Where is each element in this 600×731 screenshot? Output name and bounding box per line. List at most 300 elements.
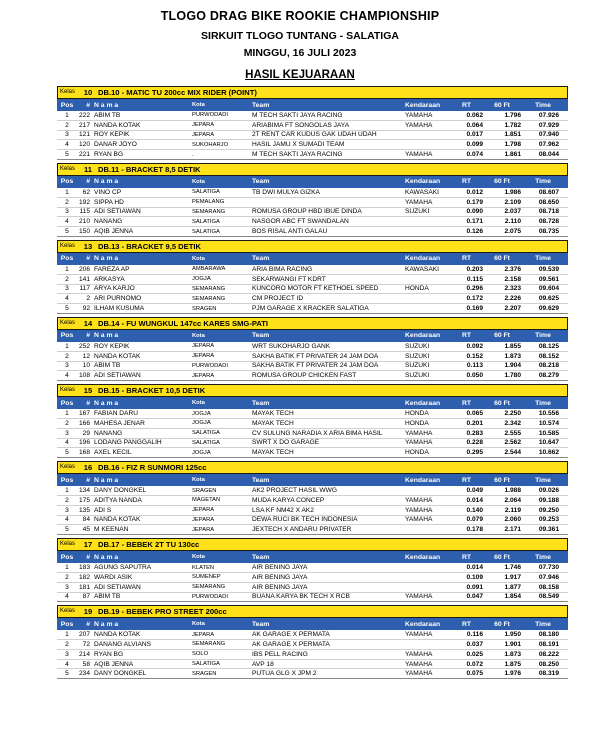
finish-time-cell: 08.650 xyxy=(538,198,559,206)
rider-name-cell: LODANG PANGGALIH xyxy=(94,439,162,447)
finish-time-cell: 10.556 xyxy=(538,410,559,418)
team-cell: ROMUSA GROUP CHICKEN FAST xyxy=(252,372,357,380)
city-cell: PURWODADI xyxy=(192,112,228,119)
sixty-ft-cell: 1.798 xyxy=(504,141,521,149)
city-cell: SEMARANG xyxy=(192,208,226,215)
reaction-time-cell: 0.037 xyxy=(466,640,483,648)
result-row xyxy=(57,371,568,381)
finish-time-cell: 09.361 xyxy=(538,526,559,534)
sixty-ft-cell: 1.782 xyxy=(504,121,521,129)
column-header-team: Team xyxy=(252,620,270,628)
column-header-reaction-time: RT xyxy=(461,553,472,561)
city-cell: JEPARA xyxy=(192,516,215,523)
start-number-cell: 135 xyxy=(78,506,90,514)
start-number-cell: 29 xyxy=(82,429,90,437)
reaction-time-cell: 0.074 xyxy=(466,151,483,159)
team-cell: MUDA KARYA CONCEP xyxy=(252,496,325,504)
class-label: Kelas xyxy=(60,89,76,95)
sixty-ft-cell: 1.746 xyxy=(504,564,521,571)
rider-name-cell: M KEENAN xyxy=(94,526,129,534)
start-number-cell: 206 xyxy=(78,265,90,273)
class-label: Kelas xyxy=(60,387,76,394)
team-cell: BUANA KARYA BK TECH X RCB xyxy=(252,593,350,601)
column-header-city: Kota xyxy=(192,477,205,484)
start-number-cell: 45 xyxy=(82,526,90,534)
finish-time-cell: 08.735 xyxy=(538,228,559,236)
result-row xyxy=(57,111,568,121)
city-cell: JEPARA xyxy=(192,343,215,350)
reaction-time-cell: 0.171 xyxy=(466,218,483,226)
sixty-ft-cell: 2.158 xyxy=(504,275,521,283)
start-number-cell: 166 xyxy=(78,419,90,427)
finish-time-cell: 07.946 xyxy=(538,573,559,581)
column-header-vehicle: Kendaraan xyxy=(405,553,441,561)
start-number-cell: 252 xyxy=(78,342,90,350)
column-header-reaction-time: RT xyxy=(461,620,472,628)
pos-cell: 4 xyxy=(65,593,69,601)
result-row xyxy=(57,593,568,603)
class-number: 17 xyxy=(83,540,93,550)
team-cell: AVP 18 xyxy=(252,660,274,668)
class-label: Kelas xyxy=(60,464,76,471)
reaction-time-cell: 0.090 xyxy=(466,208,483,216)
class-number: 19 xyxy=(83,607,93,617)
result-row xyxy=(57,516,568,526)
column-header-rider-name: N a m a xyxy=(94,178,119,186)
team-cell: PUTUA GLG X JPM 2 xyxy=(252,670,317,678)
rider-name-cell: ROY KEPIK xyxy=(94,131,130,139)
sixty-ft-cell: 2.342 xyxy=(504,419,521,427)
team-cell: SEKARWANGI FT KDRT xyxy=(252,275,326,283)
class-number: 15 xyxy=(83,386,93,396)
result-row xyxy=(57,188,568,198)
class-title-bar xyxy=(57,384,568,397)
city-cell: SRAGEN xyxy=(192,305,217,312)
column-header-row xyxy=(57,397,568,409)
results-heading: HASIL KEJUARAAN xyxy=(245,69,355,81)
team-cell: DEWA RUCI BK TECH INDONESIA xyxy=(252,516,358,524)
sixty-ft-cell: 1.904 xyxy=(504,362,521,370)
start-number-cell: 183 xyxy=(78,564,90,571)
rider-name-cell: AQIB JENNA xyxy=(94,228,134,236)
vehicle-cell: HONDA xyxy=(405,419,429,427)
sixty-ft-cell: 2.226 xyxy=(504,295,521,303)
pos-cell: 3 xyxy=(65,362,69,370)
finish-time-cell: 08.125 xyxy=(538,342,559,350)
team-cell: SWRT X DO GARAGE xyxy=(252,439,320,447)
class-name: DB.14 - FU WUNGKUL 147cc KARES SMG-PATI xyxy=(98,318,269,328)
result-row xyxy=(57,563,568,573)
team-cell: AK GARAGE X PERMATA xyxy=(252,631,330,639)
column-header-row xyxy=(57,99,568,111)
document-title: TLOGO DRAG BIKE ROOKIE CHAMPIONSHIP xyxy=(160,9,440,23)
sixty-ft-cell: 1.877 xyxy=(504,583,521,591)
column-header-start-number: # xyxy=(86,101,90,109)
column-header-row xyxy=(57,253,568,265)
rider-name-cell: ADI SETIAWAN xyxy=(94,372,141,380)
column-header-pos: Pos xyxy=(60,332,74,340)
vehicle-cell: SUZUKI xyxy=(405,362,430,370)
city-cell: JEPARA xyxy=(192,507,215,514)
team-cell: NASGOR ABC FT SWANDALAN xyxy=(252,218,349,226)
finish-time-cell: 09.629 xyxy=(538,305,559,313)
column-header-sixty-ft: 60 Ft xyxy=(494,399,510,407)
result-row xyxy=(57,525,568,535)
result-row xyxy=(57,285,568,295)
rider-name-cell: AGUNG SAPUTRA xyxy=(94,564,152,571)
pos-cell: 3 xyxy=(65,650,69,658)
reaction-time-cell: 0.050 xyxy=(466,372,483,380)
team-cell: CM PROJECT ID xyxy=(252,295,304,303)
result-row xyxy=(57,496,568,506)
start-number-cell: 134 xyxy=(78,487,90,495)
column-header-city: Kota xyxy=(192,400,205,407)
vehicle-cell: YAMAHA xyxy=(405,650,433,658)
reaction-time-cell: 0.064 xyxy=(466,121,483,129)
pos-cell: 2 xyxy=(65,496,69,504)
vehicle-cell: YAMAHA xyxy=(405,111,433,119)
finish-time-cell: 07.926 xyxy=(538,111,559,119)
rider-name-cell: NANDA KOTAK xyxy=(94,121,141,129)
column-header-team: Team xyxy=(252,399,270,407)
finish-time-cell: 08.250 xyxy=(538,660,559,668)
sixty-ft-cell: 1.901 xyxy=(504,640,521,648)
sixty-ft-cell: 1.873 xyxy=(504,650,521,658)
rider-name-cell: ABIM TB xyxy=(94,593,121,601)
start-number-cell: 62 xyxy=(82,188,90,196)
pos-cell: 1 xyxy=(65,111,69,119)
class-label: Kelas xyxy=(60,242,76,249)
start-number-cell: 167 xyxy=(78,410,90,418)
city-cell: SEMARANG xyxy=(192,285,226,292)
sixty-ft-cell: 2.323 xyxy=(504,285,521,293)
sixty-ft-cell: 1.861 xyxy=(504,151,521,159)
pos-cell: 3 xyxy=(65,285,69,293)
vehicle-cell: YAMAHA xyxy=(405,516,433,524)
team-cell: CV SULUNG NARADIA X ARIA BIMA HASIL xyxy=(252,429,383,437)
team-cell: KUNCORO MOTOR FT KETHOEL SPEED xyxy=(252,285,379,293)
class-name: DB.15 - BRACKET 10,5 DETIK xyxy=(98,386,206,396)
vehicle-cell: SUZUKI xyxy=(405,352,430,360)
date-line: MINGGU, 16 JULI 2023 xyxy=(243,47,357,59)
sixty-ft-cell: 2.376 xyxy=(504,265,521,273)
column-header-start-number: # xyxy=(86,476,90,484)
city-cell: JEPARA xyxy=(192,353,215,360)
rider-name-cell: ADI SETIAWAN xyxy=(94,583,141,591)
column-header-city: Kota xyxy=(192,621,205,628)
reaction-time-cell: 0.179 xyxy=(466,198,483,206)
result-row xyxy=(57,198,568,208)
pos-cell: 2 xyxy=(65,275,69,283)
column-header-finish-time: Time xyxy=(535,101,551,109)
vehicle-cell: YAMAHA xyxy=(405,121,433,129)
start-number-cell: 120 xyxy=(78,141,90,149)
reaction-time-cell: 0.065 xyxy=(466,410,483,418)
sixty-ft-cell: 1.854 xyxy=(504,593,521,601)
vehicle-cell: YAMAHA xyxy=(405,631,433,639)
vehicle-cell: YAMAHA xyxy=(405,506,433,514)
rider-name-cell: FABIAN DARU xyxy=(94,410,138,418)
team-cell: M TECH SAKTI JAYA RACING xyxy=(252,111,343,119)
pos-cell: 3 xyxy=(65,506,69,514)
reaction-time-cell: 0.203 xyxy=(466,265,483,273)
team-cell: MAYAK TECH xyxy=(252,419,294,427)
finish-time-cell: 09.539 xyxy=(538,265,559,273)
finish-time-cell: 08.152 xyxy=(538,352,559,360)
class-name: DB.19 - BEBEK PRO STREET 200cc xyxy=(98,607,227,617)
column-header-pos: Pos xyxy=(60,399,74,407)
pos-cell: 2 xyxy=(65,121,69,129)
sixty-ft-cell: 1.988 xyxy=(504,487,521,495)
pos-cell: 2 xyxy=(65,573,69,581)
city-cell: SALATIGA xyxy=(192,430,220,437)
sixty-ft-cell: 2.037 xyxy=(504,208,521,216)
reaction-time-cell: 0.079 xyxy=(466,516,483,524)
start-number-cell: 115 xyxy=(79,208,90,216)
pos-cell: 3 xyxy=(65,208,69,216)
city-cell: SEMARANG xyxy=(192,295,226,302)
pos-cell: 1 xyxy=(65,342,69,350)
column-header-reaction-time: RT xyxy=(461,178,472,186)
column-header-reaction-time: RT xyxy=(461,332,472,340)
rider-name-cell: ROY KEPIK xyxy=(94,342,130,350)
sixty-ft-cell: 2.110 xyxy=(504,218,521,226)
finish-time-cell: 08.191 xyxy=(538,640,559,648)
results-sections xyxy=(57,86,568,682)
reaction-time-cell: 0.113 xyxy=(466,362,483,370)
class-title-bar xyxy=(57,538,568,551)
sixty-ft-cell: 2.555 xyxy=(504,429,521,437)
pos-cell: 5 xyxy=(65,228,69,236)
result-row xyxy=(57,448,568,458)
start-number-cell: 92 xyxy=(82,305,90,313)
class-number: 14 xyxy=(83,318,93,328)
column-header-reaction-time: RT xyxy=(461,101,472,109)
start-number-cell: 181 xyxy=(78,583,90,591)
reaction-time-cell: 0.049 xyxy=(466,487,483,495)
column-header-row xyxy=(57,176,568,188)
class-number: 16 xyxy=(83,463,93,473)
reaction-time-cell: 0.062 xyxy=(466,111,483,119)
column-header-finish-time: Time xyxy=(535,399,551,407)
city-cell: JOGJA xyxy=(192,420,211,427)
result-row xyxy=(57,630,568,640)
sixty-ft-cell: 1.780 xyxy=(504,372,521,380)
column-header-rider-name: N a m a xyxy=(94,399,119,407)
start-number-cell: 175 xyxy=(78,496,90,504)
team-cell: AK GARAGE X PERMATA xyxy=(252,640,330,648)
reaction-time-cell: 0.025 xyxy=(466,650,483,658)
rider-name-cell: ARYA KARJO xyxy=(94,285,135,293)
result-row xyxy=(57,208,568,218)
result-row xyxy=(57,140,568,150)
class-name: DB.16 - FIZ R SUNMORI 125cc xyxy=(98,463,207,473)
class-section xyxy=(57,461,568,535)
finish-time-cell: 08.044 xyxy=(538,151,559,159)
class-title-bar xyxy=(57,461,568,474)
pos-cell: 2 xyxy=(65,640,69,648)
vehicle-cell: YAMAHA xyxy=(405,151,433,159)
team-cell: AIR BENING JAYA xyxy=(252,564,308,571)
city-cell: SALATIGA xyxy=(192,661,220,668)
reaction-time-cell: 0.172 xyxy=(466,295,483,303)
vehicle-cell: SUZUKI xyxy=(405,208,430,216)
team-cell: BOS RISAL ANTI GALAU xyxy=(252,228,328,236)
sixty-ft-cell: 2.207 xyxy=(504,305,521,313)
city-cell: SEMARANG xyxy=(192,584,226,591)
sixty-ft-cell: 1.855 xyxy=(504,342,521,350)
class-section xyxy=(57,317,568,381)
column-header-rider-name: N a m a xyxy=(94,101,119,109)
team-cell: MAYAK TECH xyxy=(252,449,294,457)
sixty-ft-cell: 2.250 xyxy=(504,410,521,418)
city-cell: SEMARANG xyxy=(192,641,226,648)
reaction-time-cell: 0.140 xyxy=(466,506,483,514)
rider-name-cell: ABIM TB xyxy=(94,111,121,119)
reaction-time-cell: 0.091 xyxy=(466,583,483,591)
team-cell: JEXTECH X ANDARU PRIVATER xyxy=(252,526,352,534)
column-header-city: Kota xyxy=(192,332,205,339)
finish-time-cell: 08.549 xyxy=(538,593,559,601)
column-header-row xyxy=(57,551,568,563)
rider-name-cell: NANANG xyxy=(94,429,123,437)
rider-name-cell: FAREZA AP xyxy=(94,265,130,273)
city-cell: SALATIGA xyxy=(192,228,220,235)
city-cell: JEPARA xyxy=(192,131,215,138)
team-cell: TB DWI MULYA GIZKA xyxy=(252,188,320,196)
column-header-vehicle: Kendaraan xyxy=(405,101,441,109)
start-number-cell: 117 xyxy=(79,285,90,293)
column-header-finish-time: Time xyxy=(535,553,551,561)
sixty-ft-cell: 1.851 xyxy=(504,131,521,139)
finish-time-cell: 09.604 xyxy=(538,285,559,293)
finish-time-cell: 08.728 xyxy=(538,218,559,226)
start-number-cell: 84 xyxy=(82,516,90,524)
start-number-cell: 168 xyxy=(78,449,90,457)
start-number-cell: 196 xyxy=(78,439,90,447)
team-cell: IBS PELL RACING xyxy=(252,650,308,658)
reaction-time-cell: 0.296 xyxy=(466,285,483,293)
rider-name-cell: DANANG ALVIANS xyxy=(94,640,152,648)
result-row xyxy=(57,439,568,449)
reaction-time-cell: 0.047 xyxy=(466,593,483,601)
vehicle-cell: KAWASAKI xyxy=(405,265,439,273)
pos-cell: 5 xyxy=(65,449,69,457)
sixty-ft-cell: 2.544 xyxy=(504,449,521,457)
city-cell: MAGETAN xyxy=(192,497,221,504)
result-row xyxy=(57,294,568,304)
sixty-ft-cell: 2.064 xyxy=(504,496,521,504)
class-section xyxy=(57,384,568,458)
result-row xyxy=(57,217,568,227)
reaction-time-cell: 0.295 xyxy=(466,449,483,457)
pos-cell: 4 xyxy=(65,516,69,524)
start-number-cell: 2 xyxy=(86,295,90,303)
column-header-pos: Pos xyxy=(60,101,74,109)
rider-name-cell: ARI PURNOMO xyxy=(94,295,142,303)
column-header-city: Kota xyxy=(192,554,205,561)
city-cell: SALATIGA xyxy=(192,439,220,446)
reaction-time-cell: 0.283 xyxy=(466,429,483,437)
result-row xyxy=(57,640,568,650)
rider-name-cell: SIPPA HD xyxy=(94,198,124,206)
pos-cell: 5 xyxy=(65,670,69,678)
start-number-cell: 12 xyxy=(82,352,90,360)
start-number-cell: 72 xyxy=(82,640,90,648)
start-number-cell: 192 xyxy=(78,198,90,206)
city-cell: . xyxy=(192,151,194,158)
pos-cell: 1 xyxy=(65,188,69,196)
finish-time-cell: 07.929 xyxy=(538,121,559,129)
pos-cell: 1 xyxy=(65,564,69,571)
rider-name-cell: DANY DONGKEL xyxy=(94,670,147,678)
column-header-vehicle: Kendaraan xyxy=(405,620,441,628)
column-header-pos: Pos xyxy=(60,620,74,628)
city-cell: SALATIGA xyxy=(192,218,220,225)
team-cell: LSA KF NM42 X AK2 xyxy=(252,506,314,514)
reaction-time-cell: 0.014 xyxy=(466,564,483,571)
rider-name-cell: ADI S xyxy=(94,506,112,514)
pos-cell: 4 xyxy=(65,141,69,149)
city-cell: JEPARA xyxy=(192,526,215,533)
city-cell: JOGJA xyxy=(192,449,211,456)
pos-cell: 1 xyxy=(65,487,69,495)
finish-time-cell: 09.625 xyxy=(538,295,559,303)
rider-name-cell: ABIM TB xyxy=(94,362,121,370)
result-row xyxy=(57,265,568,275)
column-header-start-number: # xyxy=(86,553,90,561)
city-cell: SOLO xyxy=(192,651,209,658)
result-row xyxy=(57,304,568,314)
finish-time-cell: 10.662 xyxy=(538,449,559,457)
column-header-team: Team xyxy=(252,178,270,186)
vehicle-cell: SUZUKI xyxy=(405,372,430,380)
venue-line: SIRKUIT TLOGO TUNTANG - SALATIGA xyxy=(201,30,399,42)
class-label: Kelas xyxy=(60,319,76,326)
vehicle-cell: YAMAHA xyxy=(405,660,433,668)
column-header-pos: Pos xyxy=(60,178,74,186)
team-cell: 2T RENT CAR KUDUS GAK UDAH UDAH xyxy=(252,131,377,139)
result-row xyxy=(57,342,568,352)
class-title-bar xyxy=(57,317,568,330)
finish-time-cell: 08.218 xyxy=(538,362,559,370)
pos-cell: 4 xyxy=(65,218,69,226)
class-name: DB.11 - BRACKET 8,5 DETIK xyxy=(98,164,201,174)
team-cell: MAYAK TECH xyxy=(252,410,294,418)
city-cell: SUMENEP xyxy=(192,574,221,581)
start-number-cell: 58 xyxy=(82,660,90,668)
class-name: DB.13 - BRACKET 9,5 DETIK xyxy=(98,241,201,251)
column-header-start-number: # xyxy=(86,399,90,407)
rider-name-cell: NANANG xyxy=(94,218,123,226)
city-cell: JOGJA xyxy=(192,276,211,283)
start-number-cell: 210 xyxy=(78,218,90,226)
reaction-time-cell: 0.115 xyxy=(466,275,483,283)
result-row xyxy=(57,362,568,372)
result-row xyxy=(57,121,568,131)
vehicle-cell: YAMAHA xyxy=(405,439,433,447)
pos-cell: 4 xyxy=(65,439,69,447)
sixty-ft-cell: 1.950 xyxy=(504,631,521,639)
pos-cell: 5 xyxy=(65,305,69,313)
column-header-vehicle: Kendaraan xyxy=(405,178,441,186)
result-row xyxy=(57,227,568,237)
city-cell: SRAGEN xyxy=(192,670,217,677)
finish-time-cell: 08.180 xyxy=(538,631,559,639)
pos-cell: 4 xyxy=(65,295,69,303)
column-header-finish-time: Time xyxy=(535,476,551,484)
column-header-reaction-time: RT xyxy=(461,399,472,407)
